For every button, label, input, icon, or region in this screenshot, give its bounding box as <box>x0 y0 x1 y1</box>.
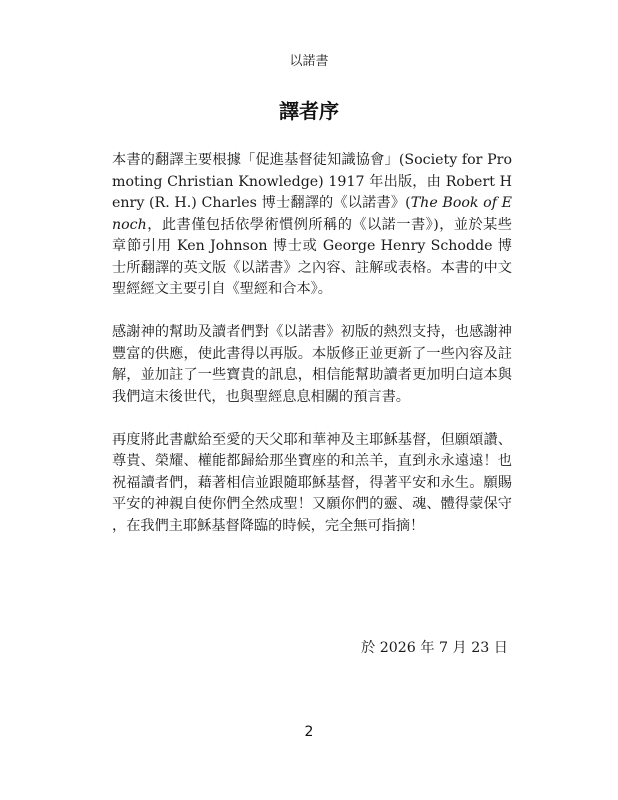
paragraph-thanks: 感謝神的幫助及讀者們對《以諾書》初版的熱烈支持，也感謝神豐富的供應，使此書得以再版。本版修正並更新了一些內容及註解，並加註了一些寶貴的訊息，相信能幫助讀者更加明白這本與我們這末後世代，也與聖經息息相關的預言書。 <box>112 324 512 405</box>
page-number: 2 <box>304 724 314 740</box>
paragraph-sources-text-2: ，此書僅包括依學術慣例所稱的《以諾一書》)，並於某些章節引用 Ken Johnson 博士或 George Henry Schodde 博士所翻譯的英文版《以諾書》之內容、註解或表格。本書的中文聖經經文主要引自《聖經和合本》。 <box>112 216 512 297</box>
date-signature: 於 2026 年 7 月 23 日 <box>361 640 508 656</box>
section-title: 譯者序 <box>279 99 339 123</box>
paragraph-sources <box>112 150 512 301</box>
book-title-italic: The Book of Enoch <box>112 195 513 233</box>
running-header: 以諾書 <box>289 54 329 69</box>
preface-body <box>112 150 512 559</box>
paragraph-sources-text-1: 本書的翻譯主要根據「促進基督徒知識協會」(Society for Promoting Christian Knowledge) 1917 年出版，由 Robert Henry (R. H.) Charles 博士翻譯的《以諾書》( <box>112 152 512 211</box>
paragraph-dedication: 再度將此書獻給至愛的天父耶和華神及主耶穌基督，但願頌讚、尊貴、榮耀、權能都歸給那坐寶座的和羔羊，直到永永遠遠！也祝福讀者們，藉著相信並跟隨耶穌基督，得著平安和永生。願賜平安的神親自使你們全然成聖！又願你們的靈、魂、體得蒙保守，在我們主耶穌基督降臨的時候，完全無可指摘！ <box>112 431 512 534</box>
